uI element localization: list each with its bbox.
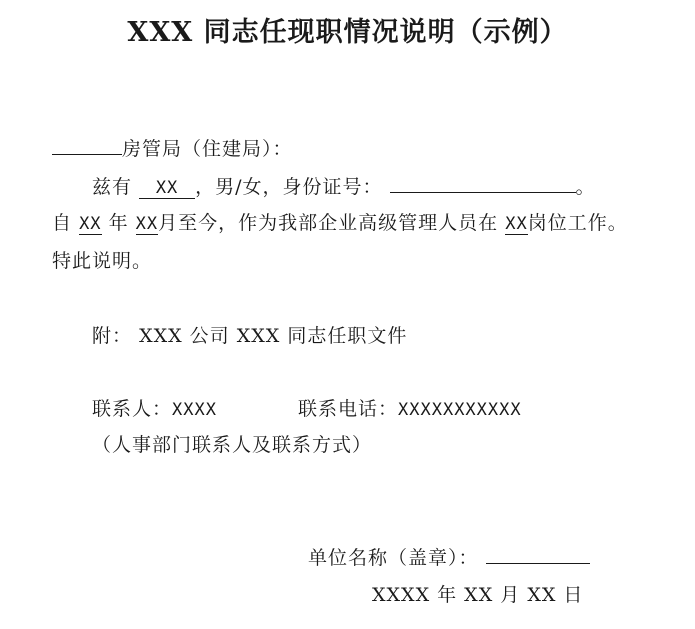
signature-unit-line: [308, 545, 590, 571]
person-line-end: 。: [575, 176, 596, 198]
document-title: XXX 同志任现职情况说明（示例）: [127, 17, 568, 48]
addressee-blank: [52, 136, 122, 155]
addressee-line: [52, 136, 293, 162]
contact-phone-label: 联系电话：: [298, 398, 399, 420]
contact-person-label: 联系人：: [92, 398, 173, 420]
attachment-text: XXX 公司 XXX 同志任职文件: [139, 325, 408, 347]
tenure-end: 岗位工作。: [527, 212, 628, 234]
tenure-year-unit: 年: [108, 212, 129, 234]
attachment-label: 附：: [92, 325, 133, 347]
closing-line: 特此说明。: [52, 250, 153, 272]
contact-person-value: XXXX: [172, 400, 217, 420]
tenure-month-field: XX: [135, 214, 159, 234]
tenure-post-field: XX: [505, 214, 528, 234]
tenure-prefix: 自: [52, 212, 73, 234]
person-name-field: XX: [139, 178, 195, 199]
person-gender-id-label: ，男/女，身份证号：: [195, 176, 383, 198]
signature-date: XXXX 年 XX 月 XX 日: [372, 584, 584, 606]
tenure-line: [52, 210, 628, 236]
addressee-label: 房管局（住建局）：: [122, 138, 293, 160]
attachment-line: [92, 323, 407, 349]
contact-phone-value: XXXXXXXXXXX: [398, 400, 522, 420]
signature-unit-label: 单位名称（盖章）：: [308, 547, 479, 569]
contact-note: （人事部门联系人及联系方式）: [92, 434, 373, 456]
tenure-middle: 月至今，作为我部企业高级管理人员在: [158, 212, 499, 234]
person-prefix: 兹有: [92, 176, 133, 198]
person-line: [92, 174, 596, 200]
tenure-year-field: XX: [79, 214, 102, 234]
id-number-blank: [390, 174, 576, 193]
contact-person: [92, 396, 217, 423]
contact-phone: [298, 396, 522, 423]
signature-unit-blank: [486, 545, 590, 564]
